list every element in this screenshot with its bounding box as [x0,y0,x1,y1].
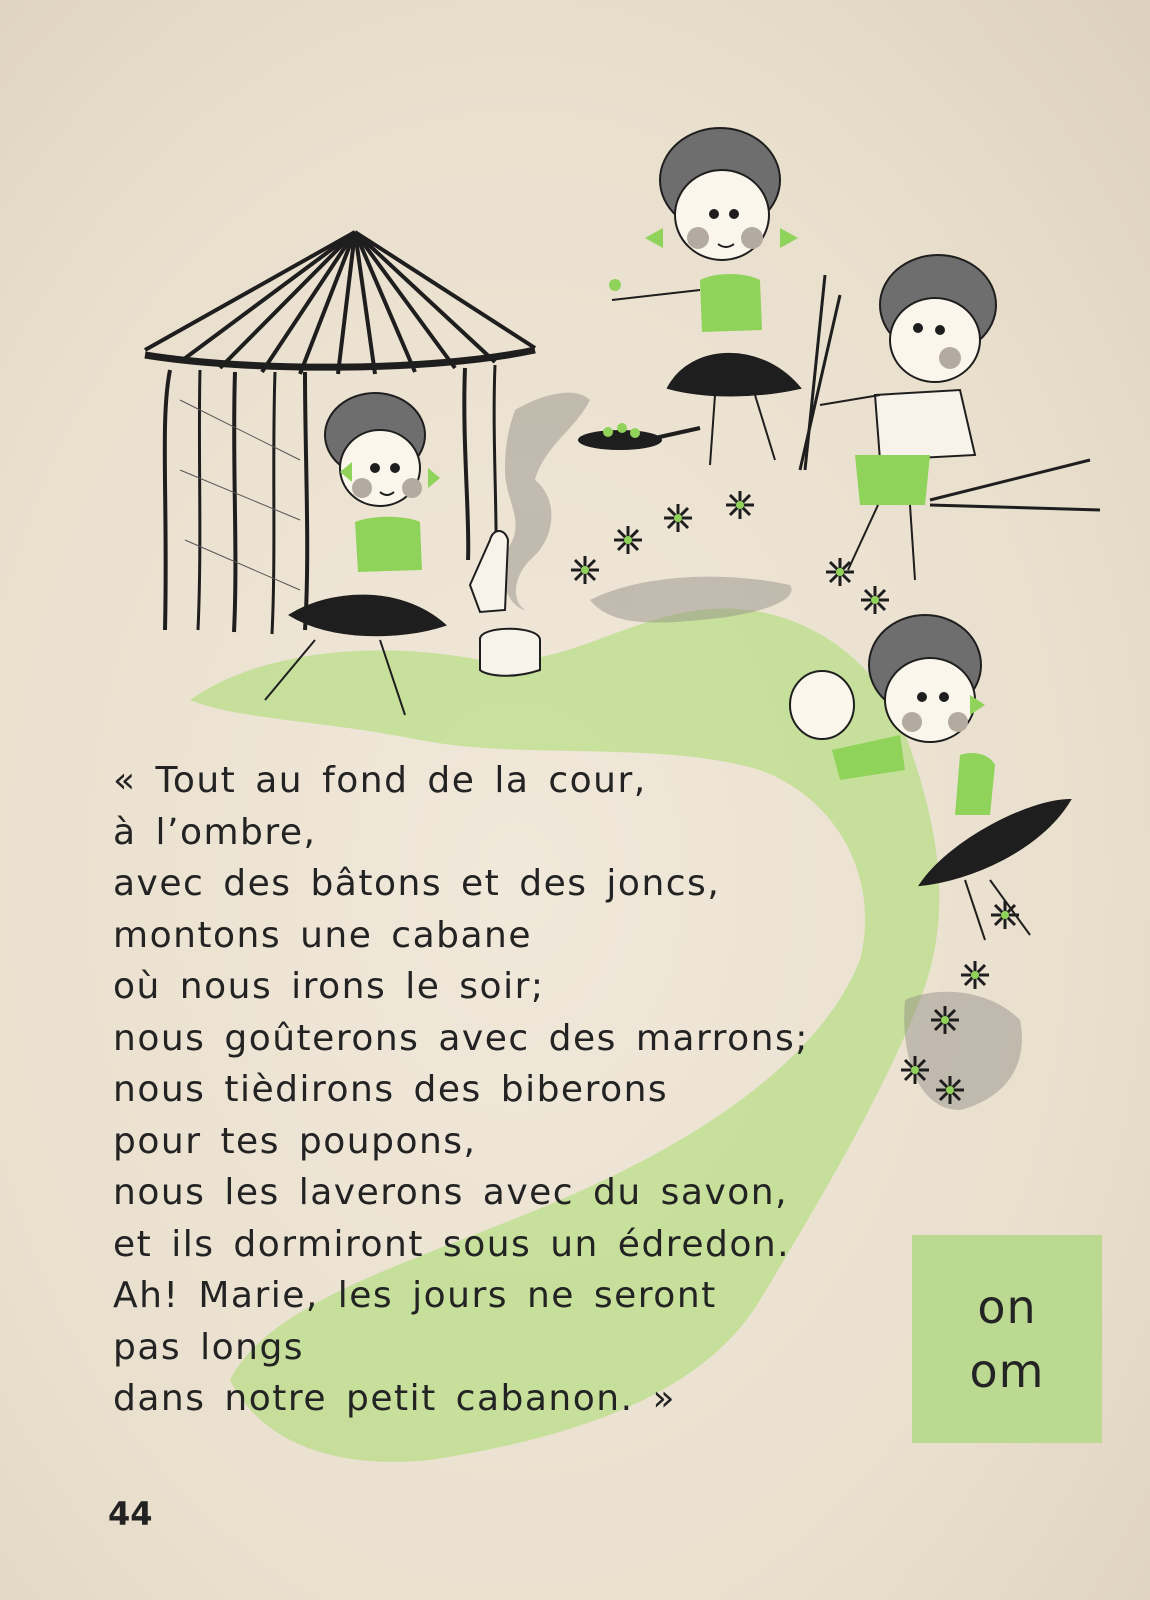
poem-line: nous goûterons avec des marrons; [113,1017,809,1059]
poem-line: Ah! Marie, les jours ne seront [113,1275,717,1316]
poem-line: nous les laverons avec du savon, [113,1172,789,1213]
poem-line: pour tes poupons, [113,1120,477,1162]
poem-line: montons une cabane [113,914,533,956]
poem-line: nous tièdirons des biberons [113,1069,669,1110]
poem-line: où nous irons le soir; [113,966,545,1007]
sound-box [912,1235,1102,1443]
poem-line: pas longs [113,1326,305,1368]
poem-line: et ils dormiront sous un édredon. [113,1223,791,1265]
poem-line: dans notre petit cabanon. » [113,1378,676,1419]
boy-with-sticks [820,255,1100,580]
frying-pan [578,423,700,450]
sound-om: om [969,1344,1045,1398]
poem-line: « Tout au fond de la cour, [113,760,647,801]
poem-line: avec des bâtons et des joncs, [113,863,721,904]
sound-on: on [977,1280,1037,1334]
page-number: 44 [108,1495,153,1533]
poem-text [113,755,873,1425]
girl-standing [609,128,840,470]
poem-line: à l’ombre, [113,811,317,853]
